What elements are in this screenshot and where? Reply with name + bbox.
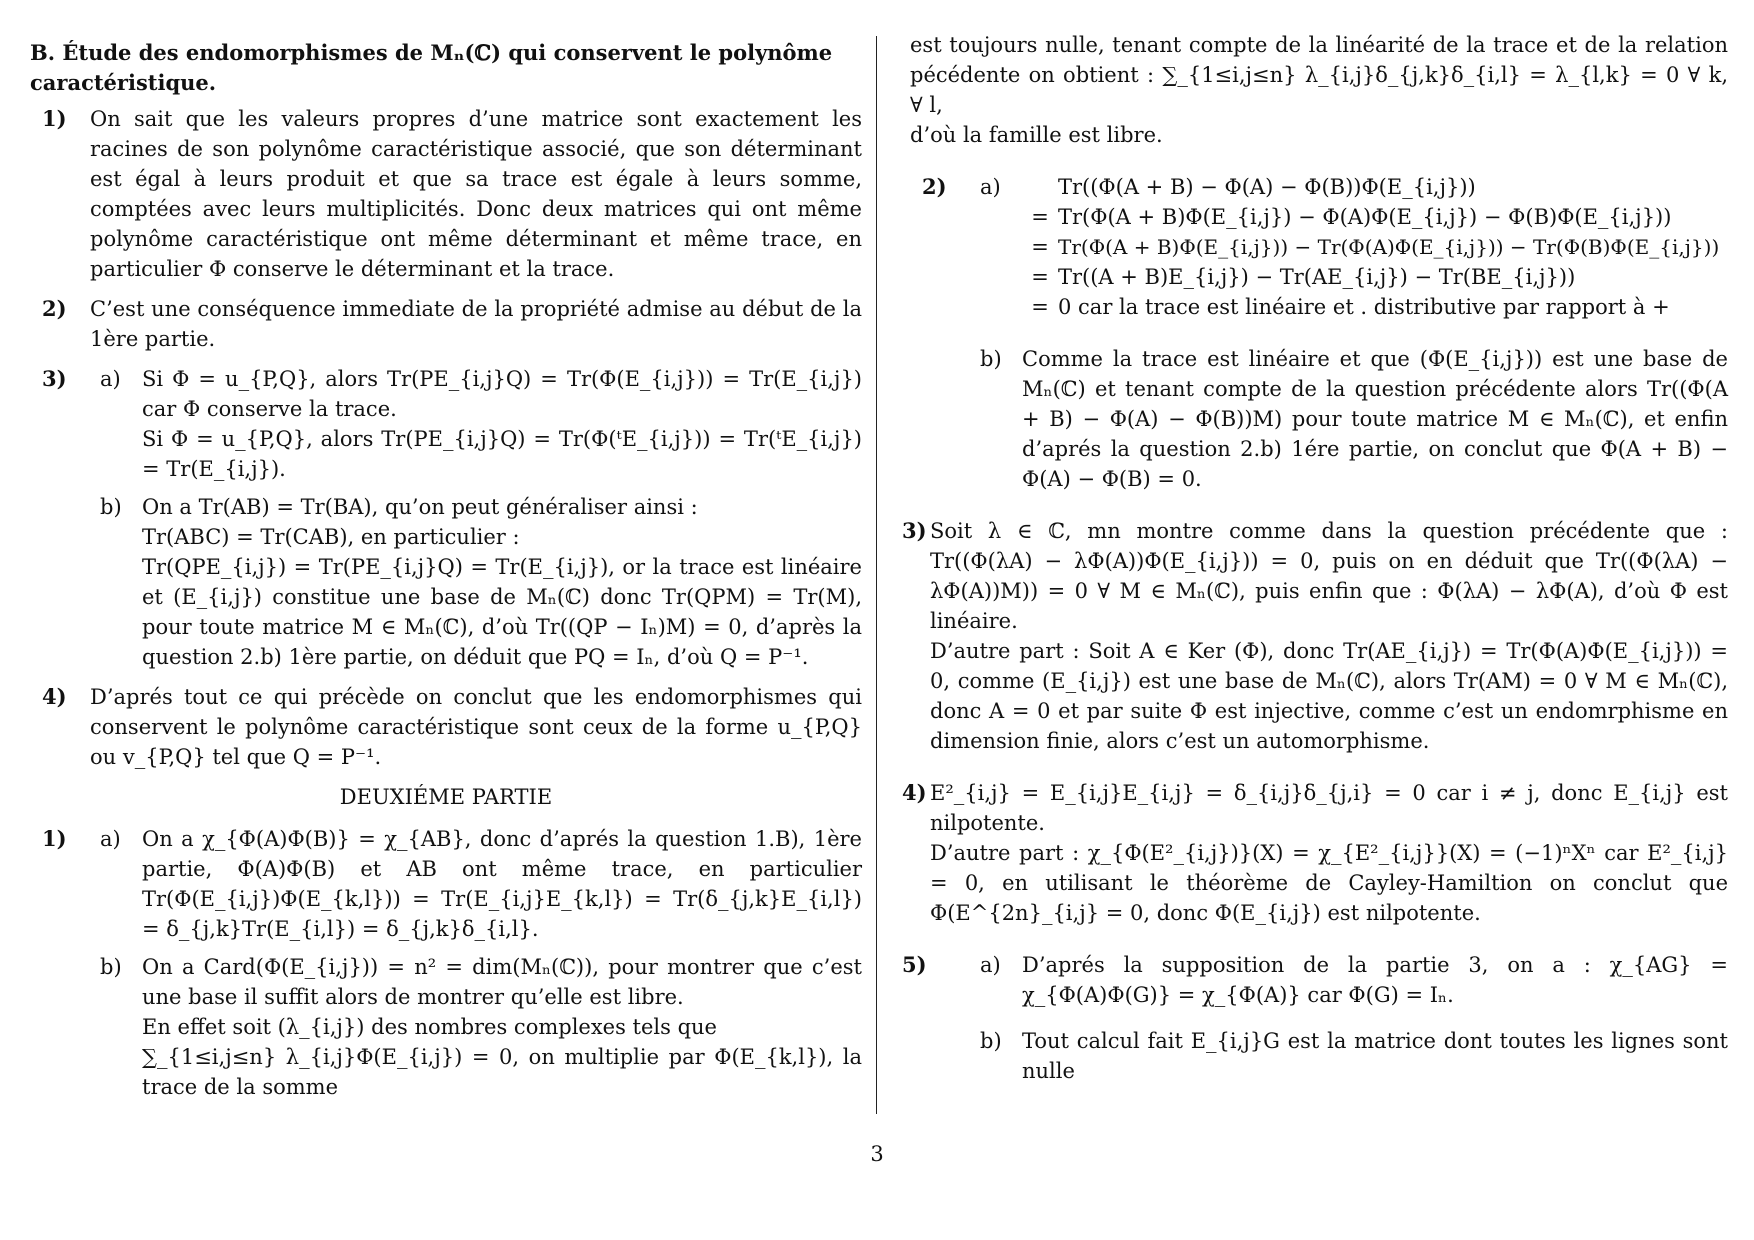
section-title: B. Étude des endomorphismes de Mₙ(ℂ) qui conservent le polynôme caractéristique. (30, 40, 833, 95)
column-divider (876, 36, 877, 1114)
equation-line (1022, 172, 1728, 202)
equation-sign: = (1031, 295, 1049, 319)
list-item (902, 516, 1728, 756)
list-item (30, 104, 862, 284)
equation-line (1022, 232, 1728, 262)
sub-item (970, 344, 1728, 494)
item-number: 2) (922, 174, 947, 199)
sub-text: ∑_{1≤i,j≤n} λ_{i,j}Φ(E_{i,j}) = 0, on multiplie par Φ(E_{k,l}), la trace de la somme (142, 1045, 862, 1099)
sub-item (90, 364, 862, 484)
equation-sign: = (1031, 235, 1049, 259)
left-column (30, 30, 862, 1112)
list-item (30, 294, 862, 354)
equation-expression: Tr((Φ(A + B) − Φ(A) − Φ(B))Φ(E_{i,j})) (1058, 175, 1476, 199)
sub-label: b) (980, 1029, 1002, 1053)
sub-item (970, 1026, 1728, 1086)
sub-item (90, 952, 862, 1102)
equation-sign: = (1031, 265, 1049, 289)
sub-label: a) (980, 175, 1001, 199)
sub-label: b) (100, 495, 122, 519)
list-item (902, 778, 1728, 928)
continuation-text: d’où la famille est libre. (910, 123, 1163, 147)
sub-text: On a χ_{Φ(A)Φ(B)} = χ_{AB}, donc d’aprés la question 1.B), 1ère partie, Φ(A)Φ(B) et AB ont même trace, en particulier Tr(Φ(E_{i,j})Φ(E_{k,l})) = Tr(E_{i,j}E_{k,l}) = Tr(δ_{j,k}E_{i,l}) = δ_{j,k}Tr(E_{i,l}) = δ_{j,k}δ_{i,l}. (142, 827, 862, 941)
item-text: Soit λ ∈ ℂ, mn montre comme dans la question précédente que : Tr((Φ(λA) − λΦ(A))Φ(E_{i,j})) = 0, puis on en déduit que Tr((Φ(λA) − λΦ(A))M)) = 0 ∀ M ∈ Mₙ(ℂ), puis enfin que : Φ(λA) − λΦ(A), d’où Φ est linéaire. (930, 519, 1728, 633)
list-item (910, 172, 1728, 494)
item-text: C’est une conséquence immediate de la propriété admise au début de la 1ère partie. (90, 297, 862, 351)
sub-text: Si Φ = u_{P,Q}, alors Tr(PE_{i,j}Q) = Tr(Φ(E_{i,j})) = Tr(E_{i,j}) car Φ conserve la trace. (142, 367, 862, 421)
sub-text: D’aprés la supposition de la partie 3, on a : χ_{AG} = χ_{Φ(A)Φ(G)} = χ_{Φ(A)} car Φ(G) = Iₙ. (1022, 953, 1728, 1007)
sub-item (970, 950, 1728, 1010)
item-number: 3) (42, 366, 67, 391)
item-number: 3) (902, 518, 927, 543)
sub-item (90, 824, 862, 944)
continuation-text: est toujours nulle, tenant compte de la linéarité de la trace et de la relation pécédente on obtient : ∑_{1≤i,j≤n} λ_{i,j}δ_{j,k}δ_{i,l} = λ_{l,k} = 0 ∀ k, ∀ l, (910, 33, 1728, 117)
sub-label: b) (100, 955, 122, 979)
sub-text: Si Φ = u_{P,Q}, alors Tr(PE_{i,j}Q) = Tr(Φ(ᵗE_{i,j})) = Tr(ᵗE_{i,j}) = Tr(E_{i,j}). (142, 427, 862, 481)
sub-text: On a Card(Φ(E_{i,j})) = n² = dim(Mₙ(ℂ)), pour montrer que c’est une base il suffit alors de montrer qu’elle est libre. (142, 955, 862, 1009)
item-number: 2) (42, 296, 67, 321)
equation-block (1022, 172, 1728, 322)
item-text: D’aprés tout ce qui précède on conclut que les endomorphismes qui conservent le polynôme caractéristique sont ceux de la forme u_{P,Q} ou v_{P,Q} tel que Q = P⁻¹. (90, 685, 862, 769)
equation-line (1022, 292, 1728, 322)
sub-label: a) (100, 367, 121, 391)
item-text: On sait que les valeurs propres d’une matrice sont exactement les racines de son polynôme caractéristique associé, que son déterminant est égal à leurs produit et que sa trace est égale à leurs somme, comptées avec leurs multiplicités. Donc deux matrices qui ont même polynôme caractéristique ont même déterminant et même trace, en particulier Φ conserve le déterminant et la trace. (90, 107, 862, 281)
list-item (30, 682, 862, 772)
item-number: 5) (902, 952, 927, 977)
list-item (30, 364, 862, 672)
page-number: 3 (870, 1142, 884, 1166)
sub-text: Comme la trace est linéaire et que (Φ(E_{i,j})) est une base de Mₙ(ℂ) et tenant compte de la question précédente alors Tr((Φ(A + B) − Φ(A) − Φ(B))M) pour toute matrice M ∈ Mₙ(ℂ), et enfin d’aprés la question 2.b) 1ére partie, on conclut que Φ(A + B) − Φ(A) − Φ(B) = 0. (1022, 347, 1728, 491)
equation-expression: Tr(Φ(A + B)Φ(E_{i,j}) − Φ(A)Φ(E_{i,j}) − Φ(B)Φ(E_{i,j})) (1058, 205, 1672, 229)
list-item (902, 950, 1728, 1086)
equation-expression: 0 car la trace est linéaire et . distributive par rapport à + (1058, 295, 1670, 319)
part-title: DEUXIÉME PARTIE (339, 785, 553, 809)
equation-sign: = (1031, 205, 1049, 229)
sub-text: On a Tr(AB) = Tr(BA), qu’on peut généraliser ainsi : (142, 495, 698, 519)
item-number: 1) (42, 106, 67, 131)
right-column (902, 30, 1728, 1096)
sub-text: Tout calcul fait E_{i,j}G est la matrice dont toutes les lignes sont nulle (1022, 1029, 1728, 1083)
equation-expression: Tr(Φ(A + B)Φ(E_{i,j})) − Tr(Φ(A)Φ(E_{i,j})) − Tr(Φ(B)Φ(E_{i,j})) (1058, 235, 1720, 259)
item-text: E²_{i,j} = E_{i,j}E_{i,j} = δ_{i,j}δ_{j,i} = 0 car i ≠ j, donc E_{i,j} est nilpotente. (930, 781, 1728, 835)
sub-label: b) (980, 347, 1002, 371)
equation-line (1022, 262, 1728, 292)
sub-label: a) (980, 953, 1001, 977)
equation-line (1022, 202, 1728, 232)
sub-text: En effet soit (λ_{i,j}) des nombres complexes tels que (142, 1015, 717, 1039)
sub-text: Tr(ABC) = Tr(CAB), en particulier : (142, 525, 520, 549)
sub-text: Tr(QPE_{i,j}) = Tr(PE_{i,j}Q) = Tr(E_{i,j}), or la trace est linéaire et (E_{i,j}) constitue une base de Mₙ(ℂ) donc Tr(QPM) = Tr(M), pour toute matrice M ∈ Mₙ(ℂ), d’où Tr((QP − Iₙ)M) = 0, d’après la question 2.b) 1ère partie, on déduit que PQ = Iₙ, d’où Q = P⁻¹. (142, 555, 862, 669)
item-text: D’autre part : Soit A ∈ Ker (Φ), donc Tr(AE_{i,j}) = Tr(Φ(A)Φ(E_{i,j})) = 0, comme (E_{i,j}) est une base de Mₙ(ℂ), alors Tr(AM) = 0 ∀ M ∈ Mₙ(ℂ), donc A = 0 et par suite Φ est injective, comme c’est un endomrphisme en dimension finie, alors c’est un automorphisme. (930, 639, 1728, 753)
sub-label: a) (100, 827, 121, 851)
item-text: D’autre part : χ_{Φ(E²_{i,j})}(X) = χ_{E²_{i,j}}(X) = (−1)ⁿXⁿ car E²_{i,j} = 0, en utilisant le théorème de Cayley-Hamiltion on conclut que Φ(E^{2n}_{i,j} = 0, donc Φ(E_{i,j}) est nilpotente. (930, 841, 1728, 925)
sub-item (970, 172, 1728, 322)
item-number: 4) (902, 780, 927, 805)
item-number: 1) (42, 826, 67, 851)
sub-item (90, 492, 862, 672)
item-number: 4) (42, 684, 67, 709)
list-item (30, 824, 862, 1102)
equation-expression: Tr((A + B)E_{i,j}) − Tr(AE_{i,j}) − Tr(BE_{i,j})) (1058, 265, 1576, 289)
